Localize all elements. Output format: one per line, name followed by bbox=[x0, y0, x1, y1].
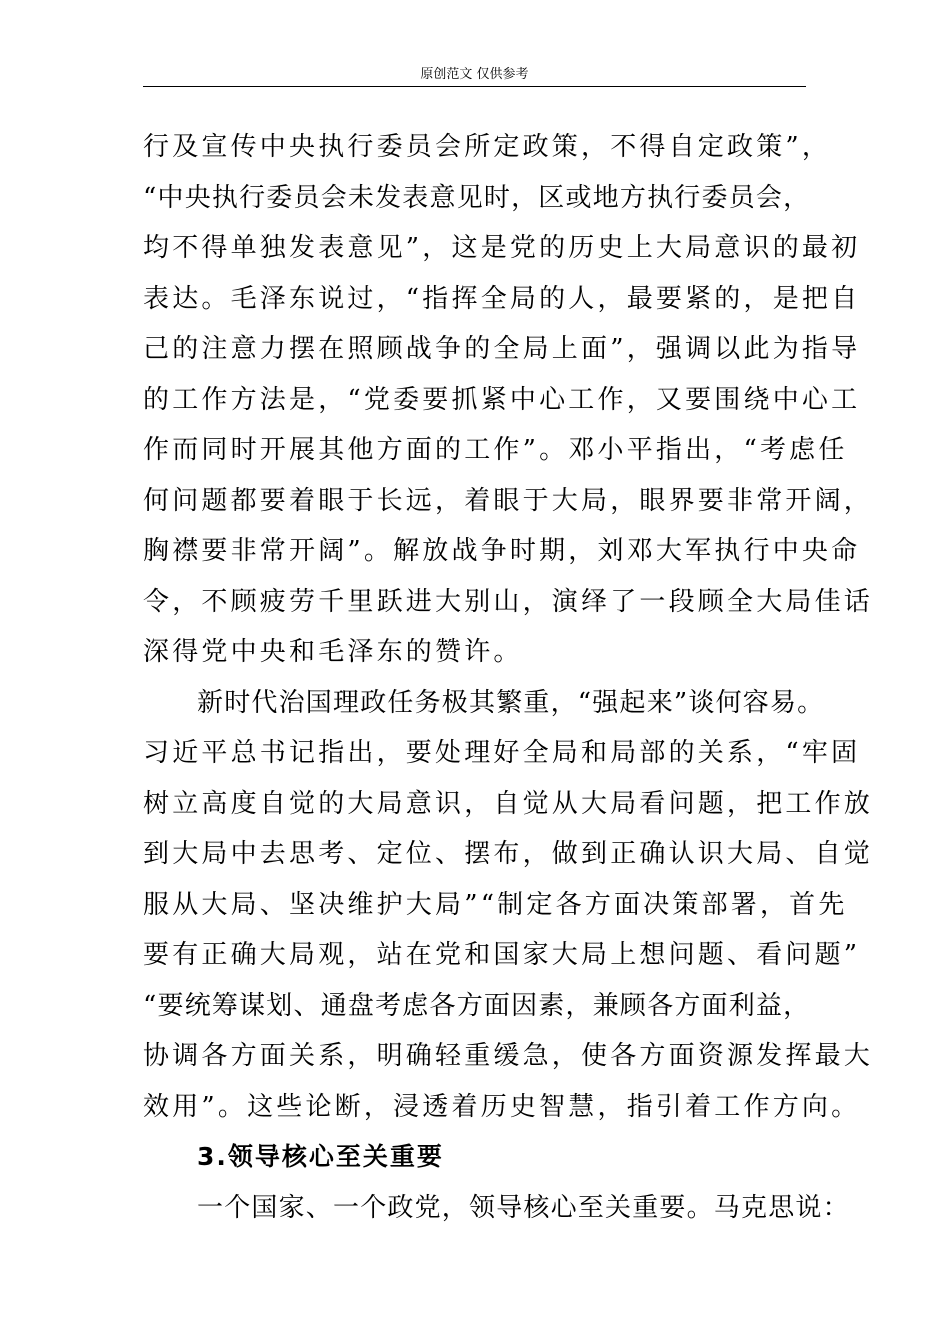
page-header: 原创范文 仅供参考 bbox=[420, 67, 529, 82]
text-line: “中央执行委员会未发表意见时，区或地方执行委员会， bbox=[143, 182, 811, 213]
text-line: 到大局中去思考、定位、摆布，做到正确认识大局、自觉 bbox=[143, 839, 874, 869]
text-line: 均不得单独发表意见”，这是党的历史上大局意识的最初 bbox=[143, 233, 861, 263]
section-heading: 3.领导核心至关重要 bbox=[197, 1142, 444, 1171]
text-line: 一个国家、一个政党，领导核心至关重要。马克思说： bbox=[197, 1192, 850, 1223]
text-line: 服从大局、坚决维护大局”“制定各方面决策部署，首先 bbox=[143, 889, 848, 920]
text-line: 效用”。这些论断，浸透着历史智慧，指引着工作方向。 bbox=[143, 1091, 861, 1122]
text-line: 的工作方法是，“党委要抓紧中心工作，又要围绕中心工 bbox=[143, 384, 861, 415]
text-line: 行及宣传中央执行委员会所定政策，不得自定政策”， bbox=[143, 132, 832, 162]
text-line: 深得党中央和毛泽东的赞许。 bbox=[143, 637, 523, 667]
text-line: “要统筹谋划、通盘考虑各方面因素，兼顾各方面利益， bbox=[143, 990, 811, 1021]
text-line: 协调各方面关系，明确轻重缓急，使各方面资源发挥最大 bbox=[143, 1041, 874, 1071]
header-rule bbox=[143, 86, 806, 87]
text-line: 习近平总书记指出，要处理好全局和局部的关系，“牢固 bbox=[143, 738, 861, 768]
text-line: 要有正确大局观，站在党和国家大局上想问题、看问题” bbox=[143, 940, 861, 970]
text-line: 胸襟要非常开阔”。解放战争时期，刘邓大军执行中央命 bbox=[143, 536, 861, 566]
document-body bbox=[143, 128, 874, 1239]
text-line: 树立高度自觉的大局意识，自觉从大局看问题，把工作放 bbox=[143, 788, 874, 819]
paragraph-1 bbox=[143, 128, 874, 684]
text-line: 表达。毛泽东说过，“指挥全局的人，最要紧的，是把自 bbox=[143, 283, 861, 314]
text-line: 作而同时开展其他方面的工作”。邓小平指出，“考虑任 bbox=[143, 435, 848, 465]
text-line: 新时代治国理政任务极其繁重，“强起来”谈何容易。 bbox=[197, 687, 825, 718]
text-line: 令，不顾疲劳千里跃进大别山，演绎了一段顾全大局佳话 bbox=[143, 586, 874, 617]
paragraph-2 bbox=[143, 684, 874, 1139]
text-line: 何问题都要着眼于长远，着眼于大局，眼界要非常开阔， bbox=[143, 485, 874, 516]
text-line: 己的注意力摆在照顾战争的全局上面”，强调以此为指导 bbox=[143, 334, 861, 364]
